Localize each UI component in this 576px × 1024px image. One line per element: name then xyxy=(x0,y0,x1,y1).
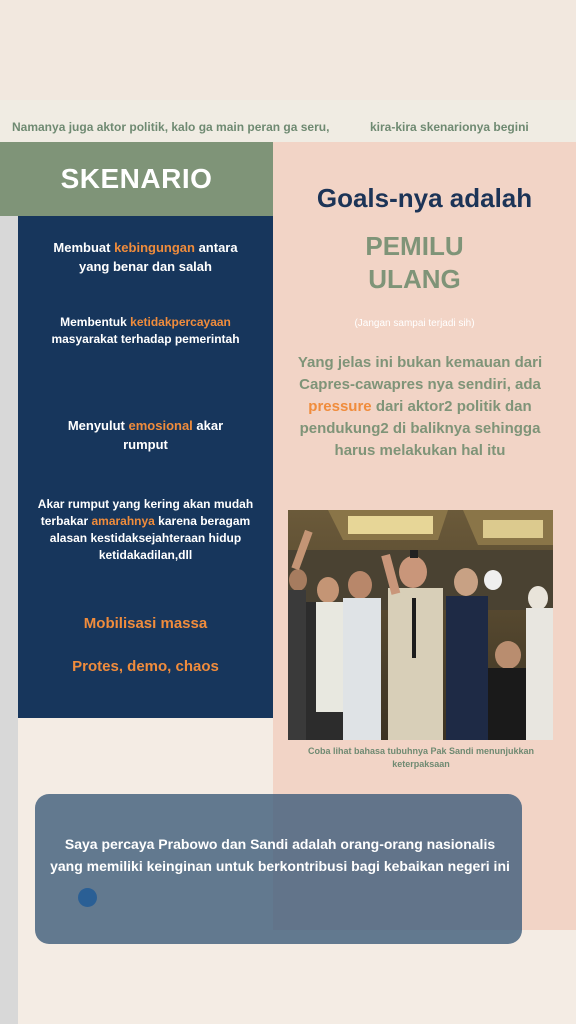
scenario-item-1: Membuat kebingungan antara yang benar dan salah xyxy=(53,240,238,274)
rally-photo-illustration xyxy=(288,510,553,740)
skenario-title: SKENARIO xyxy=(60,163,213,194)
protes-text: Protes, demo, chaos xyxy=(72,658,219,675)
skenario-panel xyxy=(18,216,273,718)
skenario-header xyxy=(0,142,273,216)
top-band xyxy=(0,0,576,100)
pemilu-ulang: PEMILU ULANG xyxy=(365,231,464,294)
tagline-left: Namanya juga aktor politik, kalo ga main peran ga seru, xyxy=(12,120,330,134)
tagline-right: kira-kira skenarionya begini xyxy=(370,120,529,134)
quote-text: Saya percaya Prabowo dan Sandi adalah orang-orang nasionalis yang memiliki keinginan untuk berkontribusi bagi kebaikan negeri ini xyxy=(50,836,510,874)
mobilisasi-text: Mobilisasi massa xyxy=(83,615,208,632)
pressure-text: Yang jelas ini bukan kemauan dari Capres-cawapres nya sendiri, ada pressure dari aktor2 politik dan pendukung2 di baliknya sehingga harus melakukan hal itu xyxy=(297,354,543,459)
decor-dot xyxy=(78,888,97,907)
rally-photo xyxy=(288,510,553,740)
photo-caption: Coba lihat bahasa tubuhnya Pak Sandi menunjukkan keterpaksaan xyxy=(307,746,535,769)
scenario-item-3: Menyulut emosional akar rumput xyxy=(67,418,224,452)
left-strip xyxy=(0,214,18,1024)
scenario-item-4: Akar rumput yang kering akan mudah terbakar amarahnya karena beragam alasan kestidaksejahteraan hidup ketidakadilan,dll xyxy=(37,497,254,562)
goals-note: (Jangan sampai terjadi sih) xyxy=(354,318,475,329)
goals-title: Goals-nya adalah xyxy=(316,183,533,213)
scenario-item-2: Membentuk ketidakpercayaan masyarakat terhadap pemerintah xyxy=(51,315,240,346)
